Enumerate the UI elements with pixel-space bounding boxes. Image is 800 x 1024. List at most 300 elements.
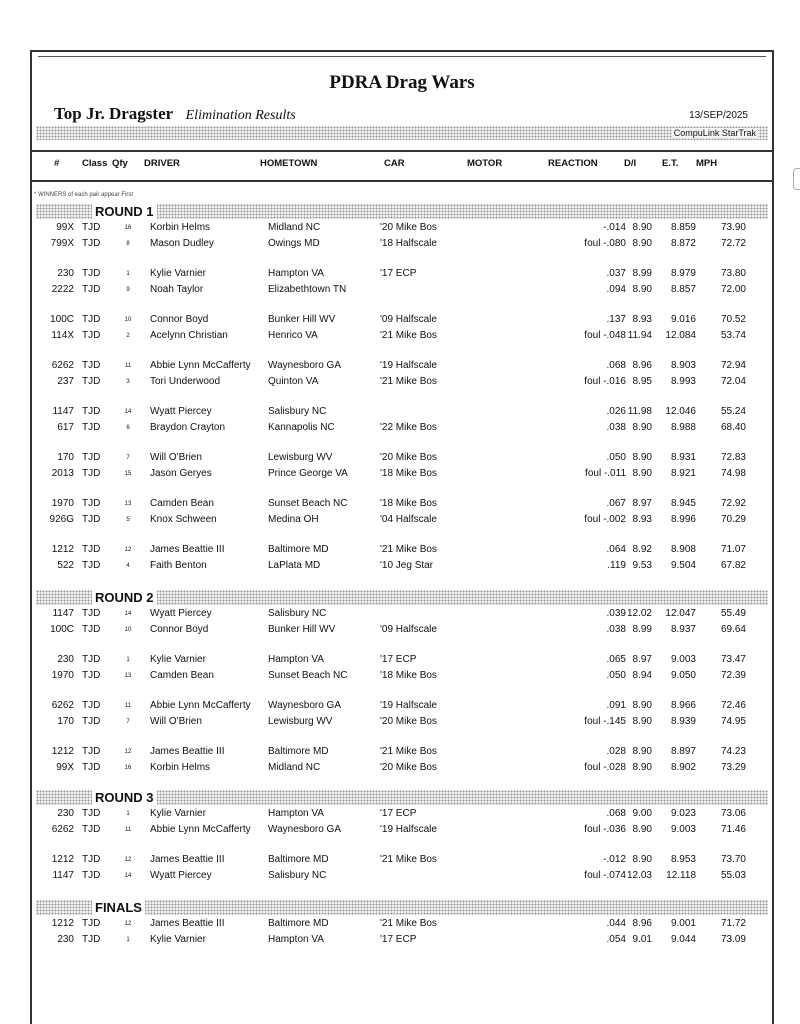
cell-reaction: .050 — [606, 669, 626, 681]
cell-di: 9.00 — [632, 808, 652, 819]
cell-et: 9.504 — [670, 559, 696, 571]
cell-et: 8.937 — [670, 623, 696, 635]
cell-cls: TJD — [82, 700, 101, 711]
cell-num: 522 — [57, 559, 74, 571]
cell-hometown: Midland NC — [268, 222, 321, 233]
cell-driver: Abbie Lynn McCafferty — [150, 823, 251, 835]
cell-hometown: Hampton VA — [268, 808, 324, 819]
cell-driver: Noah Taylor — [150, 283, 204, 295]
cell-driver: Kylie Varnier — [150, 933, 206, 945]
result-row — [32, 916, 772, 932]
cell-hometown: Waynesboro GA — [268, 823, 341, 835]
col-di: D/I — [624, 158, 637, 169]
cell-qty: 9 — [126, 286, 130, 293]
cell-di: 11.94 — [627, 329, 652, 341]
cell-di: 8.90 — [632, 746, 652, 757]
result-row — [32, 466, 772, 482]
cell-qty: 4 — [126, 562, 130, 569]
cell-num: 2013 — [51, 467, 74, 479]
cell-mph: 73.80 — [720, 268, 746, 279]
cell-mph: 72.00 — [720, 283, 746, 295]
cell-num: 6262 — [51, 823, 74, 835]
cell-et: 12.118 — [666, 869, 696, 881]
cell-qty: 11 — [124, 363, 132, 369]
cell-car: '21 Mike Bos — [380, 329, 437, 341]
cell-di: 8.96 — [632, 360, 652, 371]
cell-et: 8.966 — [670, 700, 696, 711]
cell-di: 12.02 — [626, 608, 652, 619]
cell-mph: 74.98 — [720, 467, 746, 479]
result-row — [32, 822, 772, 838]
cell-mph: 70.29 — [720, 513, 746, 525]
cell-cls: TJD — [82, 933, 101, 945]
cell-num: 1212 — [51, 918, 74, 929]
result-row — [32, 512, 772, 528]
col-car: CAR — [384, 158, 405, 169]
round-band — [36, 790, 768, 805]
cell-driver: Kylie Varnier — [150, 808, 206, 819]
cell-qty: 2 — [126, 332, 130, 339]
cell-reaction: .068 — [606, 808, 626, 819]
cell-cls: TJD — [82, 746, 101, 757]
cell-et: 8.902 — [670, 761, 696, 773]
software-label: CompuLink StarTrak — [673, 128, 756, 138]
round-label: FINALS — [92, 900, 145, 915]
cell-cls: TJD — [82, 360, 101, 371]
cell-cls: TJD — [82, 918, 101, 929]
cell-hometown: Baltimore MD — [268, 746, 329, 757]
cell-hometown: Waynesboro GA — [268, 700, 341, 711]
result-row — [32, 496, 772, 512]
cell-mph: 73.06 — [720, 808, 746, 819]
cell-hometown: Hampton VA — [268, 933, 324, 945]
cell-et: 12.047 — [665, 608, 696, 619]
header-dot-band — [36, 126, 768, 140]
cell-mph: 72.72 — [720, 237, 746, 249]
round-band — [36, 590, 768, 605]
cell-mph: 72.46 — [720, 700, 746, 711]
cell-reaction: .037 — [606, 268, 626, 279]
cell-mph: 72.04 — [720, 375, 746, 387]
cell-reaction: .091 — [606, 700, 626, 711]
cell-cls: TJD — [82, 283, 101, 295]
col-reaction: REACTION — [548, 158, 598, 169]
cell-reaction: foul -.011 — [585, 467, 626, 479]
cell-car: '21 Mike Bos — [380, 544, 437, 555]
cell-reaction: .094 — [606, 283, 626, 295]
cell-et: 8.903 — [670, 360, 696, 371]
result-row — [32, 328, 772, 344]
cell-hometown: Hampton VA — [268, 268, 324, 279]
cell-qty: 7 — [126, 718, 130, 725]
cell-mph: 73.09 — [720, 933, 746, 945]
cell-car: '18 Mike Bos — [380, 669, 437, 681]
cell-et: 8.993 — [670, 375, 696, 387]
cell-qty: 14 — [124, 872, 132, 879]
cell-cls: TJD — [82, 869, 101, 881]
cell-hometown: Baltimore MD — [268, 918, 329, 929]
cell-cls: TJD — [82, 544, 101, 555]
result-row — [32, 358, 772, 374]
cell-et: 8.872 — [670, 237, 696, 249]
cell-hometown: Bunker Hill WV — [268, 623, 336, 635]
cell-num: 1970 — [51, 498, 74, 509]
cell-et: 8.979 — [670, 268, 696, 279]
round-label: ROUND 1 — [92, 204, 157, 219]
cell-di: 8.93 — [632, 513, 652, 525]
result-row — [32, 266, 772, 282]
cell-reaction: .026 — [606, 406, 626, 417]
cell-qty: 15 — [124, 470, 132, 477]
column-header-row — [32, 158, 772, 174]
cell-reaction: foul -.016 — [584, 375, 626, 387]
cell-et: 8.908 — [670, 544, 696, 555]
cell-num: 170 — [57, 715, 74, 727]
col-et: E.T. — [662, 158, 679, 169]
cell-mph: 73.70 — [720, 854, 746, 865]
cell-car: '17 ECP — [380, 654, 417, 665]
cell-cls: TJD — [82, 623, 101, 635]
cell-hometown: Sunset Beach NC — [268, 498, 348, 509]
cell-num: 170 — [57, 452, 74, 463]
cell-reaction: .028 — [606, 746, 626, 757]
col-num: # — [54, 158, 60, 169]
cell-di: 9.53 — [632, 559, 652, 571]
cell-mph: 68.40 — [720, 421, 746, 433]
cell-num: 1147 — [52, 406, 74, 417]
cell-di: 8.90 — [632, 700, 652, 711]
cell-di: 8.97 — [632, 498, 652, 509]
cell-num: 6262 — [51, 700, 74, 711]
cell-di: 8.92 — [632, 544, 652, 555]
cell-mph: 55.03 — [720, 869, 746, 881]
cell-car: '21 Mike Bos — [380, 918, 437, 929]
cell-hometown: Quinton VA — [268, 375, 319, 387]
cell-cls: TJD — [82, 375, 101, 387]
cell-car: '18 Halfscale — [380, 237, 437, 249]
cell-cls: TJD — [82, 498, 101, 509]
cell-cls: TJD — [82, 329, 101, 341]
cell-mph: 72.92 — [720, 498, 746, 509]
result-row — [32, 220, 772, 236]
cell-et: 9.003 — [670, 654, 696, 665]
cell-cls: TJD — [82, 452, 101, 463]
results-label: Elimination Results — [185, 108, 296, 123]
cell-qty: 5 — [126, 516, 130, 523]
cell-di: 8.90 — [632, 452, 652, 463]
cell-qty: 16 — [124, 764, 132, 771]
cell-hometown: Lewisburg WV — [268, 715, 333, 727]
cell-di: 8.99 — [632, 268, 652, 279]
cell-qty: 11 — [124, 826, 132, 833]
cell-qty: 10 — [124, 317, 132, 323]
cell-num: 617 — [57, 421, 74, 433]
cell-car: '17 ECP — [380, 268, 417, 279]
results-sheet — [30, 50, 774, 1024]
cell-mph: 55.24 — [720, 406, 746, 417]
cell-qty: 10 — [124, 626, 132, 633]
cell-num: 799X — [50, 237, 74, 249]
cell-driver: James Beattie III — [150, 918, 225, 929]
cell-hometown: Prince George VA — [268, 467, 348, 479]
cell-cls: TJD — [82, 854, 101, 865]
cell-qty: 1 — [126, 657, 130, 663]
cell-di: 8.90 — [632, 421, 652, 433]
cell-cls: TJD — [82, 406, 101, 417]
cell-num: 99X — [56, 761, 74, 773]
cell-reaction: .054 — [606, 933, 626, 945]
cell-di: 11.98 — [627, 406, 652, 417]
cell-car: '10 Jeg Star — [380, 559, 434, 571]
cell-num: 1212 — [51, 854, 74, 865]
cell-cls: TJD — [82, 268, 101, 279]
cell-driver: Will O'Brien — [150, 452, 202, 463]
cell-cls: TJD — [82, 823, 101, 835]
result-row — [32, 852, 772, 868]
cell-qty: 1 — [126, 811, 130, 817]
cell-cls: TJD — [82, 314, 101, 325]
cell-driver: James Beattie III — [150, 854, 225, 865]
cell-cls: TJD — [82, 808, 101, 819]
cell-hometown: Henrico VA — [268, 329, 318, 341]
cell-mph: 74.23 — [720, 746, 746, 757]
cell-cls: TJD — [82, 237, 101, 249]
cell-driver: Wyatt Piercey — [150, 406, 212, 417]
cell-di: 8.93 — [632, 314, 652, 325]
cell-driver: Camden Bean — [150, 498, 214, 509]
header-rule-bottom — [32, 180, 772, 182]
cell-hometown: Kannapolis NC — [268, 421, 335, 433]
cell-qty: 14 — [124, 611, 132, 617]
cell-hometown: Salisbury NC — [268, 608, 327, 619]
result-row — [32, 542, 772, 558]
cell-mph: 74.95 — [720, 715, 746, 727]
result-row — [32, 744, 772, 760]
cell-cls: TJD — [82, 669, 101, 681]
result-row — [32, 236, 772, 252]
result-row — [32, 760, 772, 776]
cell-di: 8.99 — [632, 623, 652, 635]
cell-mph: 71.72 — [720, 918, 746, 929]
cell-qty: 12 — [124, 547, 132, 553]
cell-di: 8.97 — [632, 654, 652, 665]
cell-et: 8.953 — [670, 854, 696, 865]
result-row — [32, 698, 772, 714]
cell-reaction: foul -.028 — [584, 761, 626, 773]
cell-car: '20 Mike Bos — [380, 222, 437, 233]
col-hometown: HOMETOWN — [260, 158, 318, 169]
cell-reaction: foul -.002 — [584, 513, 626, 525]
cell-cls: TJD — [82, 715, 101, 727]
cell-driver: Connor Boyd — [150, 314, 209, 325]
cell-qty: 6 — [126, 424, 130, 431]
cell-mph: 70.52 — [720, 314, 746, 325]
cell-num: 230 — [57, 268, 74, 279]
result-row — [32, 606, 772, 622]
cell-cls: TJD — [82, 559, 101, 571]
cell-driver: Wyatt Piercey — [150, 608, 212, 619]
cell-driver: Braydon Crayton — [150, 421, 226, 433]
cell-cls: TJD — [82, 608, 101, 619]
cell-et: 8.945 — [670, 498, 696, 509]
cell-cls: TJD — [82, 222, 101, 233]
cell-et: 12.084 — [665, 329, 696, 341]
cell-mph: 73.29 — [720, 761, 746, 773]
cell-qty: 8 — [126, 240, 130, 247]
winners-note: * WINNERS of each pair appear First — [34, 192, 134, 198]
cell-driver: Korbin Helms — [150, 761, 211, 773]
cell-num: 1212 — [51, 746, 74, 757]
cell-hometown: Salisbury NC — [268, 406, 327, 417]
result-row — [32, 932, 772, 948]
cell-reaction: .064 — [606, 544, 626, 555]
page-edge-mark — [793, 168, 800, 190]
cell-et: 8.931 — [670, 452, 696, 463]
cell-reaction: foul -.145 — [584, 715, 626, 727]
cell-mph: 73.47 — [720, 654, 746, 665]
cell-driver: Knox Schween — [150, 513, 217, 525]
cell-driver: Abbie Lynn McCafferty — [150, 360, 251, 371]
cell-reaction: .065 — [606, 654, 626, 665]
cell-car: '18 Mike Bos — [380, 498, 437, 509]
col-motor: MOTOR — [467, 158, 503, 169]
cell-num: 230 — [57, 933, 74, 945]
cell-driver: Jason Geryes — [150, 467, 212, 479]
cell-et: 9.001 — [670, 918, 696, 929]
cell-driver: James Beattie III — [150, 544, 225, 555]
cell-hometown: Baltimore MD — [268, 854, 329, 865]
cell-reaction: .044 — [606, 918, 626, 929]
cell-car: '18 Mike Bos — [380, 467, 437, 479]
result-row — [32, 404, 772, 420]
cell-car: '21 Mike Bos — [380, 746, 437, 757]
cell-car: '09 Halfscale — [380, 623, 437, 635]
cell-et: 8.921 — [670, 467, 696, 479]
cell-mph: 72.83 — [720, 452, 746, 463]
cell-reaction: foul -.080 — [584, 237, 626, 249]
cell-hometown: Salisbury NC — [268, 869, 327, 881]
cell-car: '19 Halfscale — [380, 700, 437, 711]
cell-num: 114X — [51, 329, 74, 341]
round-band — [36, 204, 768, 219]
cell-di: 8.90 — [632, 823, 652, 835]
cell-cls: TJD — [82, 654, 101, 665]
cell-qty: 12 — [124, 749, 132, 755]
cell-driver: Acelynn Christian — [150, 329, 228, 341]
result-row — [32, 312, 772, 328]
cell-di: 8.95 — [632, 375, 652, 387]
cell-di: 8.90 — [632, 222, 652, 233]
cell-car: '20 Mike Bos — [380, 715, 437, 727]
cell-di: 8.90 — [632, 761, 652, 773]
cell-hometown: Owings MD — [268, 237, 320, 249]
cell-hometown: Elizabethtown TN — [268, 283, 347, 295]
cell-num: 100C — [50, 623, 74, 635]
cell-driver: Wyatt Piercey — [150, 869, 212, 881]
cell-reaction: .038 — [606, 421, 626, 433]
cell-reaction: -.012 — [603, 854, 626, 865]
cell-num: 230 — [57, 654, 74, 665]
cell-num: 6262 — [51, 360, 74, 371]
cell-qty: 16 — [124, 225, 132, 231]
cell-cls: TJD — [82, 513, 101, 525]
cell-num: 237 — [57, 375, 74, 387]
cell-qty: 13 — [124, 672, 132, 679]
result-row — [32, 622, 772, 638]
cell-num: 100C — [50, 314, 74, 325]
cell-et: 9.003 — [670, 823, 696, 835]
cell-num: 926G — [49, 513, 74, 525]
cell-car: '19 Halfscale — [380, 823, 437, 835]
cell-hometown: Baltimore MD — [268, 544, 329, 555]
cell-et: 9.016 — [670, 314, 696, 325]
result-row — [32, 668, 772, 684]
result-row — [32, 374, 772, 390]
cell-num: 99X — [56, 222, 74, 233]
cell-di: 8.90 — [632, 467, 652, 479]
cell-num: 230 — [57, 808, 74, 819]
cell-di: 8.94 — [632, 669, 652, 681]
event-title: PDRA Drag Wars — [329, 72, 475, 93]
result-row — [32, 806, 772, 822]
cell-num: 1970 — [51, 669, 74, 681]
cell-hometown: Hampton VA — [268, 654, 324, 665]
cell-reaction: -.014 — [603, 222, 626, 233]
cell-et: 8.988 — [670, 421, 696, 433]
cell-hometown: Waynesboro GA — [268, 360, 341, 371]
cell-driver: Connor Boyd — [150, 623, 209, 635]
cell-hometown: Medina OH — [268, 513, 319, 525]
cell-driver: Mason Dudley — [150, 237, 214, 249]
result-row — [32, 652, 772, 668]
cell-car: '17 ECP — [380, 808, 417, 819]
cell-qty: 14 — [124, 409, 132, 415]
cell-et: 8.996 — [670, 513, 696, 525]
cell-car: '09 Halfscale — [380, 314, 437, 325]
cell-driver: Tori Underwood — [150, 375, 221, 387]
cell-reaction: foul -.036 — [584, 823, 626, 835]
cell-di: 8.90 — [632, 715, 652, 727]
cell-mph: 71.07 — [720, 544, 746, 555]
cell-qty: 12 — [124, 921, 132, 927]
round-band — [36, 900, 768, 915]
cell-mph: 67.82 — [720, 559, 746, 571]
cell-cls: TJD — [82, 761, 101, 773]
cell-et: 9.050 — [670, 669, 696, 681]
cell-car: '20 Mike Bos — [380, 761, 437, 773]
cell-car: '21 Mike Bos — [380, 375, 437, 387]
cell-reaction: .067 — [606, 498, 626, 509]
header-rule-top — [32, 150, 772, 152]
cell-qty: 3 — [126, 378, 130, 385]
cell-car: '04 Halfscale — [380, 513, 437, 525]
cell-et: 8.859 — [670, 222, 696, 233]
top-rule — [38, 56, 766, 57]
cell-driver: James Beattie III — [150, 746, 225, 757]
cell-mph: 69.64 — [720, 623, 746, 635]
col-mph: MPH — [696, 158, 718, 169]
class-name: Top Jr. Dragster — [54, 104, 174, 123]
cell-qty: 11 — [124, 703, 132, 709]
cell-et: 9.023 — [670, 808, 696, 819]
cell-et: 8.857 — [670, 283, 696, 295]
cell-driver: Camden Bean — [150, 669, 214, 681]
result-row — [32, 558, 772, 574]
cell-mph: 71.46 — [720, 823, 746, 835]
col-class: Class — [82, 158, 108, 169]
cell-di: 8.90 — [632, 854, 652, 865]
cell-driver: Faith Benton — [150, 559, 207, 571]
